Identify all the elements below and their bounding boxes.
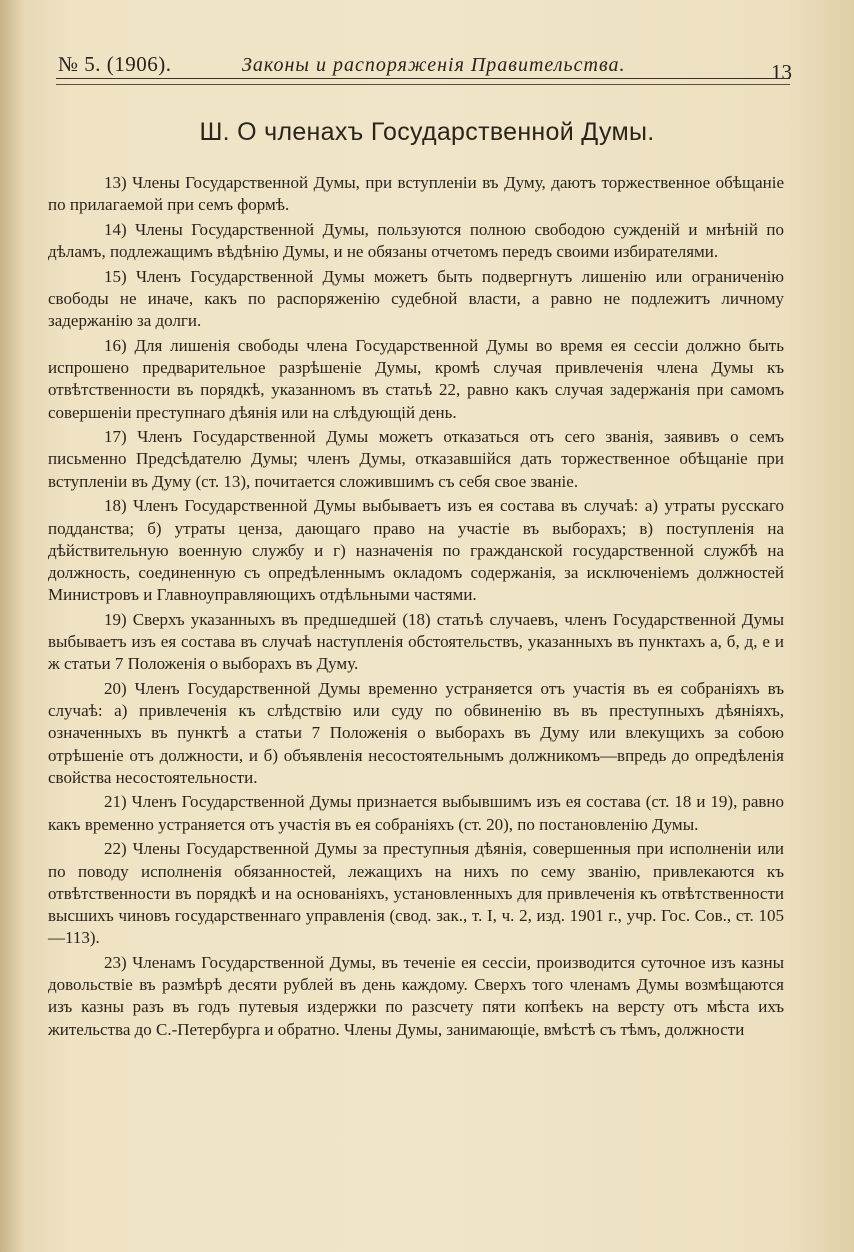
running-header [58, 52, 798, 86]
paragraph-18: 18) Членъ Государственной Думы выбываетъ изъ ея состава въ случаѣ: а) утраты русскаго подданства; б) утраты ценза, дающаго право на участіе въ выборахъ; в) поступленія на дѣйствительную военную службу и г) назначенія по гражданской государственной службѣ на должность, соединенную съ опредѣленнымъ окладомъ содержанія, за исключеніемъ должностей Министровъ и Главноуправляющихъ отдѣльными частями. [48, 496, 784, 605]
page-number: 13 [771, 60, 792, 84]
section-title: Ш. О членахъ Государственной Думы. [199, 118, 655, 146]
issue-number: № 5. (1906). [58, 52, 172, 76]
binding-shadow [0, 0, 24, 1252]
paragraph-13: 13) Члены Государственной Думы, при вступленіи въ Думу, даютъ торжественное обѣщаніе по прилагаемой при семъ формѣ. [48, 173, 784, 215]
paragraph-22: 22) Члены Государственной Думы за преступныя дѣянія, совершенныя при исполненіи или по поводу исполненія обязанностей, лежащихъ на нихъ по сему званію, привлекаются къ отвѣтственности въ порядкѣ и на основаніяхъ, установленныхъ для привлеченія къ отвѣтственности высшихъ чиновъ государственнаго управленія (свод. зак., т. I, ч. 2, изд. 1901 г., учр. Гос. Сов., ст. 105—113). [48, 839, 784, 948]
header-rule-thin [56, 84, 790, 85]
paragraph-20: 20) Членъ Государственной Думы временно устраняется отъ участія въ ея собраніяхъ въ случаѣ: а) привлеченія къ слѣдствію или суду по обвиненію въ въ преступныхъ дѣяніяхъ, означенныхъ въ пунктѣ а статьи 7 Положенія о выборахъ въ Думу или влекущихъ за собою отрѣшеніе отъ должности, и б) объявленія несостоятельнымъ должникомъ—впредь до опредѣленія свойства несостоятельности. [48, 678, 784, 787]
article-body [48, 172, 784, 1041]
paragraph-14: 14) Члены Государственной Думы, пользуются полною свободою сужденій и мнѣній по дѣламъ, подлежащимъ вѣдѣнію Думы, и не обязаны отчетомъ передъ своими избирателями. [48, 219, 784, 262]
paragraph-21: 21) Членъ Государственной Думы признается выбывшимъ изъ ея состава (ст. 18 и 19), равно какъ временно устраняется отъ участія въ ея собраніяхъ (ст. 20), по постановленію Думы. [48, 792, 784, 834]
paragraph-17: 17) Членъ Государственной Думы можетъ отказаться отъ сего званія, заявивъ о семъ письменно Предсѣдателю Думы; членъ Думы, отказавшійся дать торжественное обѣщаніе при вступленіи въ Думу (ст. 13), почитается сложившимъ съ себя свое званіе. [48, 427, 784, 491]
paragraph-23: 23) Членамъ Государственной Думы, въ теченіе ея сессіи, производится суточное изъ казны довольствіе въ размѣрѣ десяти рублей въ день каждому. Сверхъ того членамъ Думы возмѣщаются изъ казны разъ въ годъ путевыя издержки по разсчету пяти копѣекъ на версту отъ мѣста ихъ жительства до С.-Петербурга и обратно. Члены Думы, занимающіе, вмѣстѣ съ тѣмъ, должности [48, 952, 784, 1039]
header-rule [56, 78, 790, 79]
paragraph-19: 19) Сверхъ указанныхъ въ предшедшей (18) статьѣ случаевъ, членъ Государственной Думы выбываетъ изъ ея состава въ случаѣ наступленія обстоятельствъ, указанныхъ въ пунктахъ а, б, д, е и ж статьи 7 Положенія о выборахъ въ Думу. [48, 609, 784, 674]
paragraph-16: 16) Для лишенія свободы члена Государственной Думы во время ея сессіи должно быть испрошено предварительное разрѣшеніе Думы, кромѣ случая привлеченія члена Думы къ отвѣтственности въ порядкѣ, указанномъ въ статьѣ 22, равно какъ случая задержанія при самомъ совершеніи преступнаго дѣянія или на слѣдующій день. [48, 335, 784, 422]
paragraph-15: 15) Членъ Государственной Думы можетъ быть подвергнутъ лишенію или ограниченію свободы не иначе, какъ по распоряженію судебной власти, а равно не подлежитъ личному задержанію за долги. [48, 266, 784, 331]
header-title: Законы и распоряженія Правительства. [242, 54, 626, 76]
